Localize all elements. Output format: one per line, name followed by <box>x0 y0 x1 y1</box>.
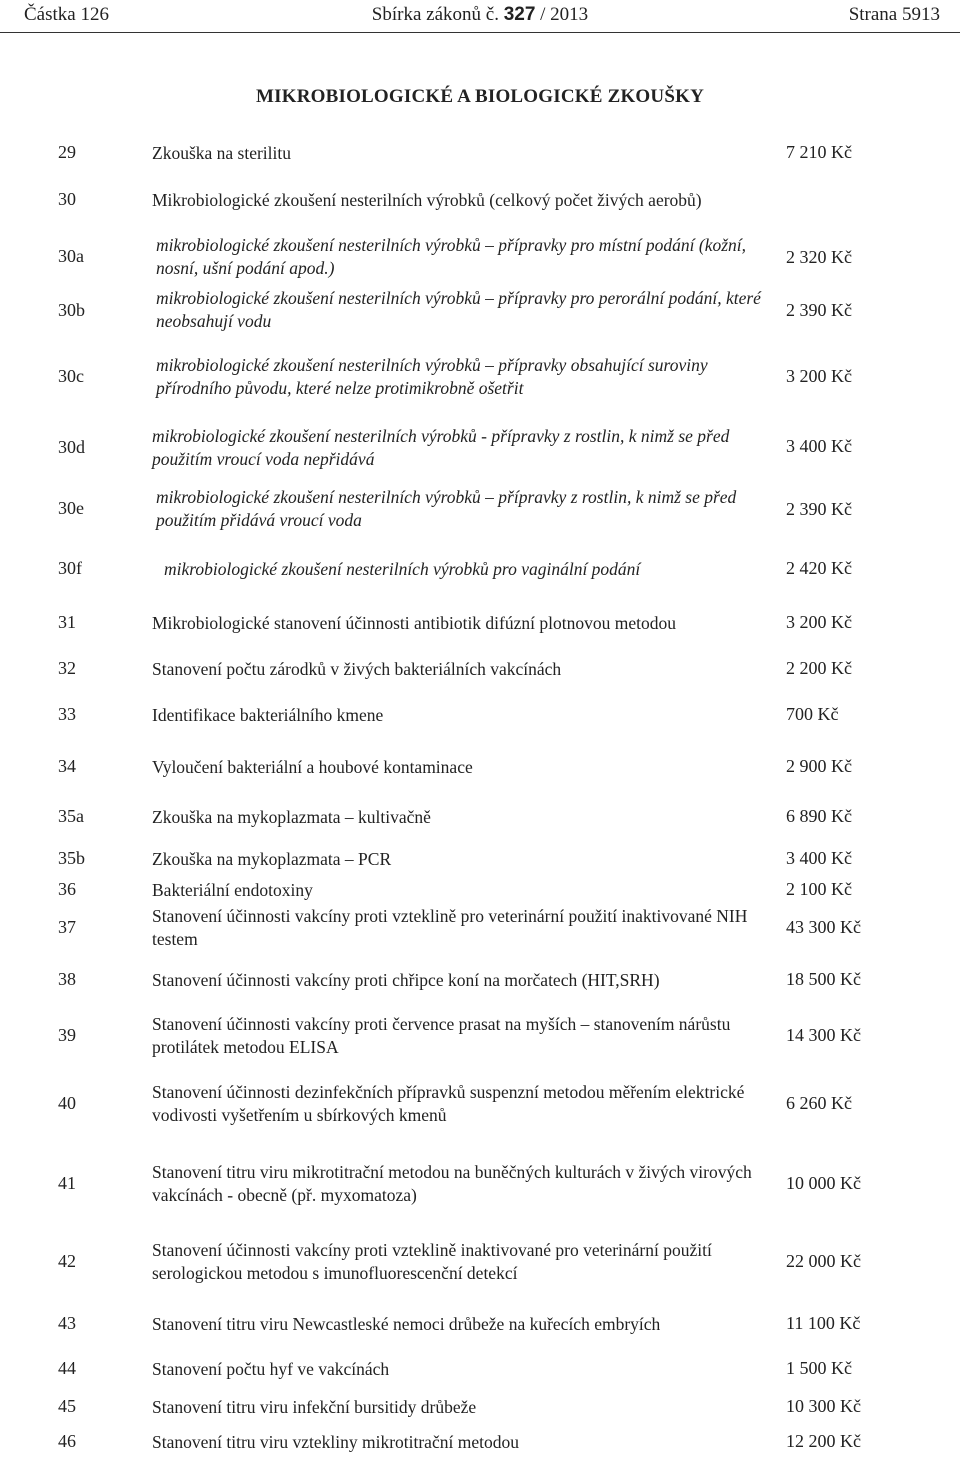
item-number: 31 <box>58 612 76 632</box>
item-number: 30f <box>58 558 82 578</box>
item-number: 30a <box>58 246 84 266</box>
item-price: 10 000 Kč <box>786 1173 861 1193</box>
item-number: 35b <box>58 848 85 868</box>
item-description: Mikrobiologické stanovení účinnosti antibiotik difúzní plotnovou metodou <box>152 613 676 633</box>
item-number: 30c <box>58 366 84 386</box>
item-number: 33 <box>58 704 76 724</box>
item-number: 34 <box>58 756 76 776</box>
item-number: 36 <box>58 879 76 899</box>
item-number: 42 <box>58 1251 76 1271</box>
item-number: 38 <box>58 969 76 989</box>
item-price: 2 200 Kč <box>786 658 852 678</box>
item-description: Zkouška na sterilitu <box>152 143 292 163</box>
item-description: mikrobiologické zkoušení nesterilních výrobků – přípravky obsahující suroviny přírodního původu, které nelze protimikrobně ošetřit <box>156 355 708 398</box>
page-number: Strana 5913 <box>848 4 940 25</box>
item-price: 2 900 Kč <box>786 756 852 776</box>
item-price: 14 300 Kč <box>786 1025 861 1045</box>
item-price: 700 Kč <box>786 704 839 724</box>
page-header <box>0 0 960 33</box>
item-price: 12 200 Kč <box>786 1431 861 1451</box>
item-description: Stanovení počtu zárodků v živých bakteriálních vakcínách <box>152 659 562 679</box>
item-price: 3 200 Kč <box>786 366 852 386</box>
item-description: mikrobiologické zkoušení nesterilních výrobků - přípravky z rostlin, k nimž se před použitím vroucí voda nepřidává <box>152 426 730 469</box>
item-description: mikrobiologické zkoušení nesterilních výrobků – přípravky pro perorální podání, které neobsahují vodu <box>156 288 761 331</box>
item-price: 6 890 Kč <box>786 806 852 826</box>
item-price: 22 000 Kč <box>786 1251 861 1271</box>
item-number: 39 <box>58 1025 76 1045</box>
item-description: mikrobiologické zkoušení nesterilních výrobků – přípravky pro místní podání (kožní, nosní, ušní podání apod.) <box>156 235 747 278</box>
law-number: 327 <box>503 4 536 25</box>
item-price: 3 400 Kč <box>786 848 852 868</box>
item-price: 2 420 Kč <box>786 558 852 578</box>
item-number: 41 <box>58 1173 76 1193</box>
item-price: 2 390 Kč <box>786 300 852 320</box>
item-description: mikrobiologické zkoušení nesterilních výrobků pro vaginální podání <box>164 559 641 579</box>
item-number: 37 <box>58 917 76 937</box>
collection-year: / 2013 <box>535 4 589 25</box>
item-price: 2 320 Kč <box>786 247 852 267</box>
item-price: 43 300 Kč <box>786 917 861 937</box>
section-title: MIKROBIOLOGICKÉ A BIOLOGICKÉ ZKOUŠKY <box>256 86 704 107</box>
item-description: Identifikace bakteriálního kmene <box>152 705 384 725</box>
item-description: Stanovení účinnosti dezinfekčních přípravků suspenzní metodou měřením elektrické vodivosti vyšetřením u sbírkových kmenů <box>152 1082 745 1125</box>
item-description: Mikrobiologické zkoušení nesterilních výrobků (celkový počet živých aerobů) <box>152 190 702 210</box>
item-price: 11 100 Kč <box>786 1313 861 1333</box>
item-number: 30d <box>58 437 85 457</box>
item-number: 32 <box>58 658 76 678</box>
item-price: 3 400 Kč <box>786 436 852 456</box>
item-number: 46 <box>58 1431 76 1451</box>
item-number: 35a <box>58 806 84 826</box>
item-description: Stanovení účinnosti vakcíny proti vzteklině pro veterinární použití inaktivované NIH testem <box>152 906 748 949</box>
item-number: 45 <box>58 1396 76 1416</box>
item-price: 10 300 Kč <box>786 1396 861 1416</box>
item-number: 43 <box>58 1313 76 1333</box>
issue-number: Částka 126 <box>24 4 109 25</box>
item-number: 44 <box>58 1358 76 1378</box>
item-description: Stanovení titru viru infekční bursitidy drůbeže <box>152 1397 477 1417</box>
item-description: Bakteriální endotoxiny <box>152 880 313 900</box>
item-description: Zkouška na mykoplazmata – PCR <box>152 849 392 869</box>
collection-title <box>0 4 960 26</box>
item-number: 30e <box>58 498 84 518</box>
item-number: 29 <box>58 142 76 162</box>
item-description: mikrobiologické zkoušení nesterilních výrobků – přípravky z rostlin, k nimž se před použitím přidává vroucí voda <box>156 487 737 530</box>
item-description: Stanovení titru viru Newcastleské nemoci drůbeže na kuřecích embryích <box>152 1314 661 1334</box>
item-price: 18 500 Kč <box>786 969 861 989</box>
item-description: Vyloučení bakteriální a houbové kontaminace <box>152 757 473 777</box>
item-price: 2 390 Kč <box>786 499 852 519</box>
item-price: 7 210 Kč <box>786 142 852 162</box>
item-description: Stanovení titru viru vztekliny mikrotitrační metodou <box>152 1432 519 1452</box>
item-number: 30b <box>58 300 85 320</box>
collection-prefix: Sbírka zákonů č. <box>371 4 499 25</box>
item-price: 3 200 Kč <box>786 612 852 632</box>
item-description: Stanovení počtu hyf ve vakcínách <box>152 1359 390 1379</box>
item-description: Stanovení titru viru mikrotitrační metodou na buněčných kulturách v živých virových vakcínách - obecně (př. myxomatoza) <box>152 1162 752 1205</box>
item-description: Zkouška na mykoplazmata – kultivačně <box>152 807 431 827</box>
item-number: 30 <box>58 189 76 209</box>
item-description: Stanovení účinnosti vakcíny proti vzteklině inaktivované pro veterinární použití serologickou metodou s imunofluorescenční detekcí <box>152 1240 712 1283</box>
item-description: Stanovení účinnosti vakcíny proti chřipce koní na morčatech (HIT,SRH) <box>152 970 660 990</box>
item-price: 6 260 Kč <box>786 1093 852 1113</box>
item-number: 40 <box>58 1093 76 1113</box>
item-description: Stanovení účinnosti vakcíny proti července prasat na myších – stanovením nárůstu protilátek metodou ELISA <box>152 1014 731 1057</box>
item-price: 1 500 Kč <box>786 1358 852 1378</box>
item-price: 2 100 Kč <box>786 879 852 899</box>
